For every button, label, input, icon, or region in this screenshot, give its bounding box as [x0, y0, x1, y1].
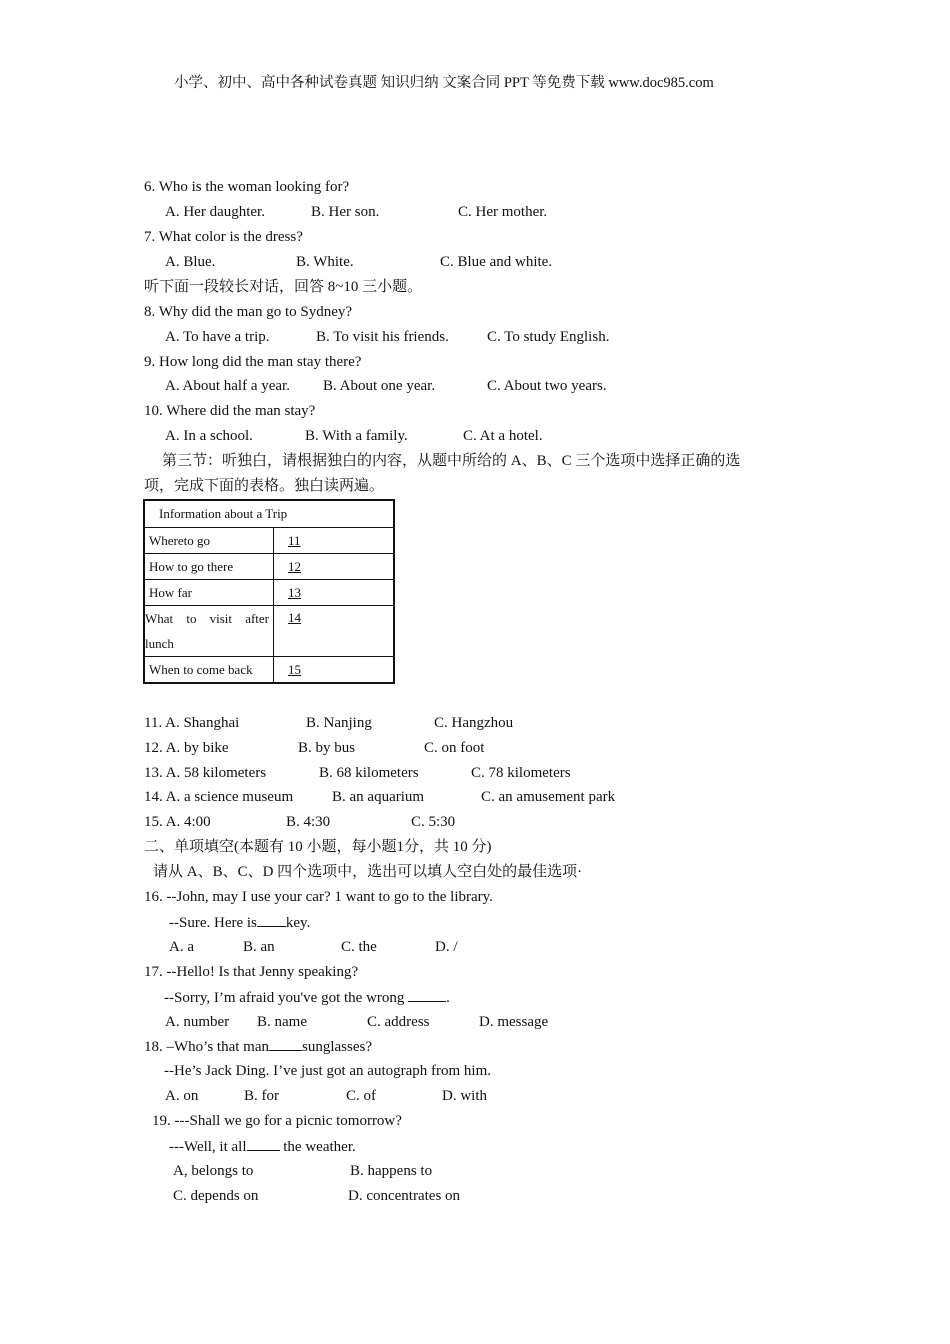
q17-stem: 17. --Hello! Is that Jenny speaking?: [144, 964, 359, 980]
q13-option-a: 13. A. 58 kilometers: [144, 765, 267, 781]
q8-option-a: A. To have a trip.: [165, 329, 270, 345]
q16-option-b: B. an: [243, 939, 275, 955]
blank-number: 12: [288, 558, 301, 574]
q8-option-c: C. To study English.: [487, 329, 610, 345]
q14-option-b: B. an aquarium: [332, 789, 425, 805]
blank-number: 15: [288, 661, 301, 677]
q10-option-a: A. In a school.: [165, 428, 253, 444]
answer-blank: [257, 913, 286, 927]
table-row-blank: [274, 554, 395, 580]
answer-blank: [408, 988, 446, 1002]
q17-option-c: C. address: [367, 1014, 430, 1030]
q11-option-c: C. Hangzhou: [434, 715, 514, 731]
table-row-blank: [274, 606, 395, 657]
q16-reply: [169, 913, 310, 932]
q9-option-a: A. About half a year.: [165, 378, 290, 394]
table-row-label: When to come back: [144, 657, 274, 684]
q18-option-a: A. on: [165, 1088, 199, 1104]
q17-option-d: D. message: [479, 1014, 549, 1030]
part2-title: 二、单项填空(本题有 10 小题，每小题1分，共 10 分): [144, 839, 492, 855]
q10-option-c: C. At a hotel.: [463, 428, 543, 444]
q17-reply-start: --Sorry, I’m afraid you've got the wrong: [164, 990, 409, 1006]
table-row-label: How far: [144, 580, 274, 606]
part2-instruction: 请从 A、B、C、D 四个选项中，选出可以填人空白处的最佳选项·: [153, 864, 583, 880]
table-row-blank: [274, 528, 395, 554]
q17-option-b: B. name: [257, 1014, 307, 1030]
q19-reply-end: the weather.: [279, 1139, 356, 1155]
q6-option-a: A. Her daughter.: [165, 204, 265, 220]
q18-option-b: B. for: [244, 1088, 279, 1104]
q15-option-a: 15. A. 4:00: [144, 814, 211, 830]
answer-blank: [269, 1037, 302, 1051]
q18-option-c: C. of: [346, 1088, 376, 1104]
q19-reply-start: ---Well, it all: [169, 1139, 247, 1155]
q18-reply: --He’s Jack Ding. I’ve just got an autograph from him.: [164, 1063, 492, 1079]
table-row-label: What to visit after lunch: [144, 606, 274, 657]
q7-option-c: C. Blue and white.: [440, 254, 553, 270]
q15-option-b: B. 4:30: [286, 814, 331, 830]
q9-option-c: C. About two years.: [487, 378, 607, 394]
q14-option-c: C. an amusement park: [481, 789, 616, 805]
table-row-blank: [274, 657, 395, 684]
q17-reply-end: .: [446, 990, 450, 1006]
q10-option-b: B. With a family.: [305, 428, 408, 444]
blank-number: 13: [288, 584, 301, 600]
instruction-8-10: 听下面一段较长对话，回答 8~10 三小题。: [144, 279, 423, 295]
q12-option-c: C. on foot: [424, 740, 485, 756]
q11-option-b: B. Nanjing: [306, 715, 372, 731]
q18-stem-start: 18. –Who’s that man: [144, 1039, 269, 1055]
page-header: 小学、初中、高中各种试卷真题 知识归纳 文案合同 PPT 等免费下载 www.doc985.com: [174, 75, 714, 91]
q9-stem: 9. How long did the man stay there?: [144, 354, 362, 370]
q17-option-a: A. number: [165, 1014, 230, 1030]
q8-stem: 8. Why did the man go to Sydney?: [144, 304, 353, 320]
blank-number: 14: [288, 610, 301, 625]
q16-option-c: C. the: [341, 939, 377, 955]
q7-option-b: B. White.: [296, 254, 354, 270]
q16-stem: 16. --John, may I use your car? 1 want to go to the library.: [144, 889, 493, 905]
q16-option-d: D. /: [435, 939, 458, 955]
q15-option-c: C. 5:30: [411, 814, 456, 830]
blank-number: 11: [288, 532, 301, 548]
q19-option-d: D. concentrates on: [348, 1188, 461, 1204]
q9-option-b: B. About one year.: [323, 378, 436, 394]
q19-option-c: C. depends on: [173, 1188, 259, 1204]
q18-option-d: D. with: [442, 1088, 487, 1104]
q7-stem: 7. What color is the dress?: [144, 229, 303, 245]
q14-option-a: 14. A. a science museum: [144, 789, 294, 805]
table-row: [144, 657, 394, 684]
q19-stem: 19. ---Shall we go for a picnic tomorrow?: [152, 1113, 402, 1129]
table-row: [144, 528, 394, 554]
q16-reply-end: key.: [285, 915, 311, 931]
q10-stem: 10. Where did the man stay?: [144, 403, 316, 419]
table-title: Information about a Trip: [144, 500, 394, 528]
table-row-label: How to go there: [144, 554, 274, 580]
trip-info-table: [143, 499, 395, 684]
q16-reply-start: --Sure. Here is: [169, 915, 257, 931]
q11-option-a: 11. A. Shanghai: [144, 715, 240, 731]
q6-option-c: C. Her mother.: [458, 204, 548, 220]
q12-option-b: B. by bus: [298, 740, 356, 756]
q18-stem-end: sunglasses?: [301, 1039, 372, 1055]
q12-option-a: 12. A. by bike: [144, 740, 229, 756]
section3-instruction: 第三节：听独白，请根据独白的内容，从题中所给的 A、B、C 三个选项中选择正确的选: [162, 453, 741, 469]
section3-instruction-cont: 项，完成下面的表格。独白读两遍。: [144, 478, 385, 494]
table-row-label: Whereto go: [144, 528, 274, 554]
q13-option-b: B. 68 kilometers: [319, 765, 419, 781]
q19-option-b: B. happens to: [350, 1163, 433, 1179]
table-row-blank: [274, 580, 395, 606]
q16-option-a: A. a: [169, 939, 194, 955]
q7-option-a: A. Blue.: [165, 254, 216, 270]
q19-reply: [169, 1137, 356, 1156]
table-row: [144, 606, 394, 657]
q19-option-a: A, belongs to: [173, 1163, 254, 1179]
q13-option-c: C. 78 kilometers: [471, 765, 571, 781]
q18-stem: [144, 1037, 372, 1056]
table-row: [144, 554, 394, 580]
q6-option-b: B. Her son.: [311, 204, 380, 220]
q8-option-b: B. To visit his friends.: [316, 329, 449, 345]
table-row: [144, 580, 394, 606]
q17-reply: [164, 988, 450, 1007]
q6-stem: 6. Who is the woman looking for?: [144, 179, 350, 195]
answer-blank: [247, 1137, 280, 1151]
